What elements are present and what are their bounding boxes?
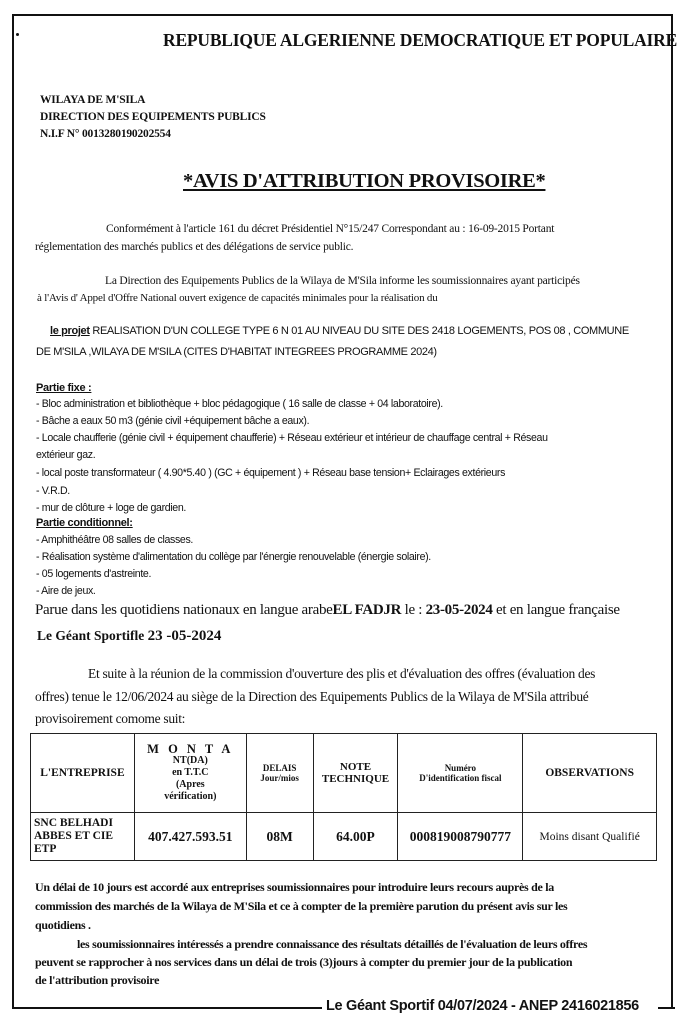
entreprise-line: ABBES ET CIE [34,830,114,842]
meeting-line-2: offres) tenue le 12/06/2024 au siège de la Direction des Equipements Publics de la Wilaya de M'Sila attribué [35,689,589,704]
cell-note: 64.00P [313,813,398,861]
french-newspaper: Le Géant Sportif [37,628,135,643]
recours-line-1: Un délai de 10 jours est accordé aux entreprises soumissionnaires pour introduire leurs recours auprès de la [35,880,554,894]
meeting-line-1: Et suite à la réunion de la commission d'ouverture des plis et d'évaluation des offres (évaluation des [88,666,596,681]
header-montant [134,734,246,813]
attribution-table [30,733,657,861]
project-line-2: DE M'SILA ,WILAYA DE M'SILA (CITES D'HABITAT INTEGREES PROGRAMME 2024) [36,346,437,358]
consult-line-3: de l'attribution provisoire [35,973,160,987]
header-nif-line: Numéro [444,763,477,773]
header-montant-line: NT(DA) [172,755,208,766]
header-delais-line: DELAIS [262,763,297,773]
wilaya-name: WILAYA DE M'SILA [40,94,146,106]
info-line-1: La Direction des Equipements Publics de la Wilaya de M'Sila informe les soumissionnaires ayant participés [105,275,580,287]
scan-dot [16,33,19,36]
entreprise-line: SNC BELHADI [34,817,113,829]
header-montant-line: en T.T.C [172,767,209,778]
publication-prefix: Parue dans les quotidiens nationaux en langue arabe [35,602,333,618]
header-note [313,734,398,813]
partie-conditionnel-item: - Réalisation système d'alimentation du collège par l'énergie renouvelable (énergie solaire). [36,551,431,563]
meeting-line-3: provisoirement comome suit: [35,711,186,726]
header-note-line: NOTE [339,761,372,773]
header-delais [246,734,313,813]
partie-fixe-item: - local poste transformateur ( 4.90*5.40 ) (GC + équipement ) + Réseau base tension+ Eclairages extérieurs [36,467,506,479]
header-montant-line: (Apres [175,779,205,790]
partie-fixe-item: - Locale chaufferie (génie civil + équipement chaufferie) + Réseau extérieur et intérieur de chauffage central + Réseau [36,432,548,444]
publication-line-2 [37,628,221,645]
partie-conditionnel-heading: Partie conditionnel: [36,517,133,529]
table-header-row [31,734,657,813]
header-montant-line: M O N T A [147,742,234,756]
partie-conditionnel-item: - Amphithéâtre 08 salles de classes. [36,534,193,546]
header-observations: OBSERVATIONS [523,734,657,813]
publication-le: le [134,628,148,643]
arabic-publication-date: 23-05-2024 [425,602,493,618]
consult-line-2: peuvent se rapprocher à nos services dans un délai de trois (3)jours à compter du premier jour de la publication [35,955,573,969]
publication-suffix: et en langue française [492,602,620,618]
partie-conditionnel-item: - Aire de jeux. [36,585,96,597]
header-note-line: TECHNIQUE [321,773,390,785]
partie-fixe-item: - mur de clôture + loge de gardien. [36,502,186,514]
cell-entreprise [31,813,135,861]
cell-nif: 000819008790777 [398,813,523,861]
arabic-newspaper: EL FADJR [332,602,402,618]
partie-conditionnel-item: - 05 logements d'astreinte. [36,568,152,580]
direction-name: DIRECTION DES EQUIPEMENTS PUBLICS [40,111,266,123]
intro-line-2: réglementation des marchés publics et des délégations de service public. [35,241,354,253]
partie-fixe-item: - Bâche a eaux 50 m3 (génie civil +équipement bâche a eaux). [36,415,310,427]
partie-fixe-item: extérieur gaz. [36,449,96,461]
recours-line-2: commission des marchés de la Wilaya de M'Sila et ce à compter de la première parution du présent avis sur les [35,899,568,913]
header-montant-line: vérification) [164,791,217,802]
project-line-1 [50,325,629,337]
table-row [31,813,657,861]
cell-observations: Moins disant Qualifié [523,813,657,861]
entreprise-line: ETP [34,843,57,855]
french-publication-date: 23 -05-2024 [147,628,222,644]
republic-heading: REPUBLIQUE ALGERIENNE DEMOCRATIQUE ET POPULAIRE [163,30,678,50]
header-delais-line: Jour/mios [260,773,299,783]
header-nif [398,734,523,813]
partie-fixe-item: - Bloc administration et bibliothèque + bloc pédagogique ( 16 salle de classe + 04 laboratoire). [36,398,443,410]
footer-publication-ref: Le Géant Sportif 04/07/2024 - ANEP 2416021856 [322,998,643,1014]
border-bottom-right [658,1007,675,1009]
header-nif-line: D'identification fiscal [419,773,502,783]
info-line-2: à l'Avis d' Appel d'Offre National ouvert exigence de capacités minimales pour la réalisation du [37,292,438,304]
cell-delais: 08M [246,813,313,861]
partie-fixe-item: - V.R.D. [36,485,70,497]
nif-number: N.I.F N° 0013280190202554 [40,128,171,140]
publication-mid: le : [401,602,426,618]
recours-line-3: quotidiens . [35,918,91,932]
partie-fixe-heading: Partie fixe : [36,382,92,394]
consult-line-1: les soumissionnaires intéressés a prendre connaissance des résultats détaillés de l'évaluation de leurs offres [77,937,588,951]
project-label: le projet [50,325,90,337]
border-bottom-left [12,1007,322,1009]
cell-montant: 407.427.593.51 [134,813,246,861]
publication-line-1 [35,602,620,619]
project-title-1: REALISATION D'UN COLLEGE TYPE 6 N 01 AU NIVEAU DU SITE DES 2418 LOGEMENTS, POS 08 , COMMUNE [89,325,629,337]
intro-line-1: Conformément à l'article 161 du décret Présidentiel N°15/247 Correspondant au : 16-09-2015 Portant [106,223,555,235]
header-entreprise: L'ENTREPRISE [31,734,135,813]
notice-title: *AVIS D'ATTRIBUTION PROVISOIRE* [183,170,546,192]
